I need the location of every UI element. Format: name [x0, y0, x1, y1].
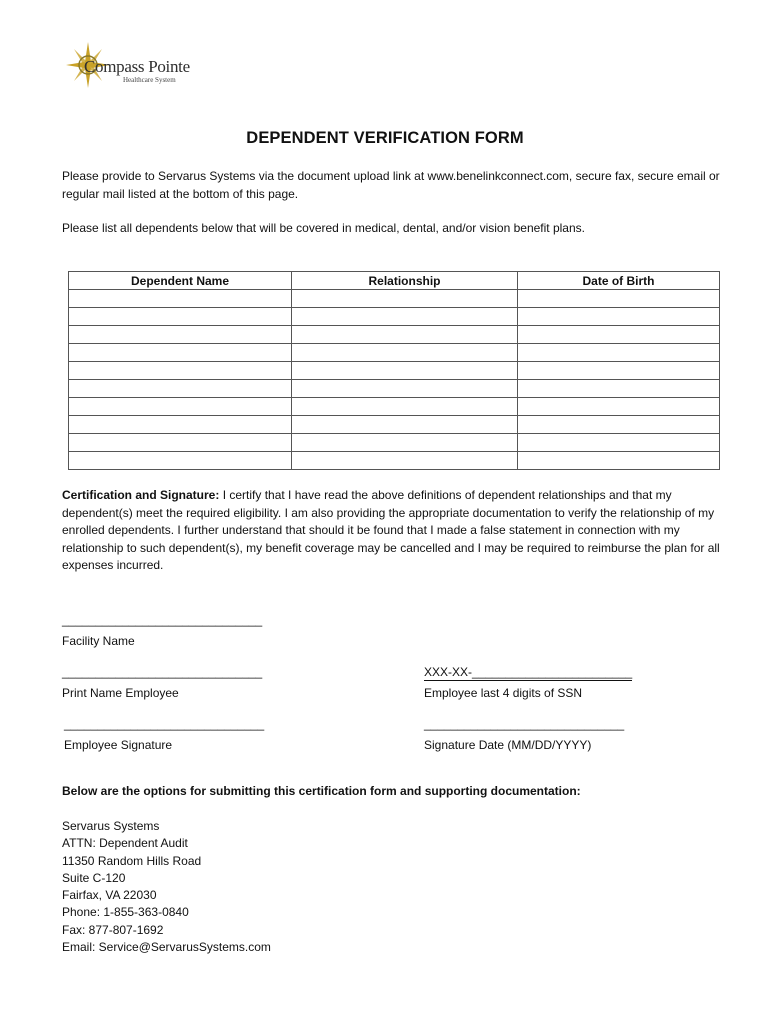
cell-relationship[interactable]: [292, 416, 518, 434]
table-row: [69, 344, 720, 362]
cell-dependent-name[interactable]: [69, 434, 292, 452]
column-header-date-of-birth: Date of Birth: [518, 272, 720, 290]
submission-options-heading: Below are the options for submitting this certification form and supporting documentation:: [62, 784, 581, 798]
ssn-blank[interactable]: ________________________: [472, 665, 633, 679]
address-email[interactable]: Email: Service@ServarusSystems.com: [62, 940, 271, 955]
facility-name-label: Facility Name: [62, 634, 135, 648]
cell-dependent-name[interactable]: [69, 452, 292, 470]
table-row: [69, 290, 720, 308]
intro-paragraph: Please provide to Servarus Systems via the document upload link at www.benelinkconnect.com, secure fax, secure email or regular mail listed at the bottom of this page.: [62, 169, 720, 201]
cell-relationship[interactable]: [292, 308, 518, 326]
instructions-paragraph: Please list all dependents below that will be covered in medical, dental, and/or vision benefit plans.: [62, 221, 585, 235]
cell-date-of-birth[interactable]: [518, 380, 720, 398]
facility-name-field[interactable]: [62, 613, 262, 649]
ssn-prefix: XXX-XX-: [424, 665, 473, 679]
signature-date-line[interactable]: ______________________________: [424, 717, 625, 731]
cell-date-of-birth[interactable]: [518, 362, 720, 380]
cell-date-of-birth[interactable]: [518, 290, 720, 308]
cell-dependent-name[interactable]: [69, 308, 292, 326]
signature-date-field[interactable]: [424, 717, 624, 753]
address-suite: Suite C-120: [62, 870, 126, 885]
cell-date-of-birth[interactable]: [518, 416, 720, 434]
cell-date-of-birth[interactable]: [518, 308, 720, 326]
employee-signature-field[interactable]: [64, 717, 264, 753]
table-row: [69, 308, 720, 326]
address-city: Fairfax, VA 22030: [62, 888, 157, 903]
cell-dependent-name[interactable]: [69, 326, 292, 344]
employee-signature-label: Employee Signature: [64, 738, 173, 752]
cell-dependent-name[interactable]: [69, 344, 292, 362]
table-header-row: [69, 272, 720, 290]
table-row: [69, 416, 720, 434]
cell-dependent-name[interactable]: [69, 398, 292, 416]
cell-relationship[interactable]: [292, 380, 518, 398]
company-logo: [62, 40, 202, 90]
column-header-dependent-name: Dependent Name: [69, 272, 292, 290]
ssn-field[interactable]: [424, 665, 632, 701]
cell-relationship[interactable]: [292, 434, 518, 452]
ssn-line[interactable]: [424, 665, 632, 680]
cell-date-of-birth[interactable]: [518, 452, 720, 470]
print-name-field[interactable]: [62, 665, 262, 701]
table-row: [69, 362, 720, 380]
table-row: [69, 452, 720, 470]
certification-label: Certification and Signature:: [62, 488, 220, 502]
ssn-label: Employee last 4 digits of SSN: [424, 686, 583, 700]
cell-dependent-name[interactable]: [69, 380, 292, 398]
cell-dependent-name[interactable]: [69, 362, 292, 380]
table-row: [69, 326, 720, 344]
logo-subtitle: Healthcare System: [123, 76, 176, 84]
table-row: [69, 380, 720, 398]
certification-statement: [62, 487, 727, 575]
address-street: 11350 Random Hills Road: [62, 853, 202, 868]
cell-date-of-birth[interactable]: [518, 326, 720, 344]
certification-text: I certify that I have read the above definitions of dependent relationships and that my dependent(s) meet the required eligibility. I am also providing the appropriate documentation to verify the relationship of my enrolled dependents. I further understand that should it be found that I made a false statement in connection with my relationship to such dependent(s), my benefit coverage may be cancelled and I may be required to reimburse the plan for all expenses incurred.: [62, 488, 720, 573]
employee-signature-line[interactable]: ______________________________: [64, 717, 265, 731]
table-row: [69, 398, 720, 416]
print-name-line[interactable]: ______________________________: [62, 665, 263, 679]
signature-date-label: Signature Date (MM/DD/YYYY): [424, 738, 592, 752]
cell-relationship[interactable]: [292, 326, 518, 344]
address-attn: ATTN: Dependent Audit: [62, 836, 188, 851]
facility-name-line[interactable]: ______________________________: [62, 613, 263, 627]
print-name-label: Print Name Employee: [62, 686, 179, 700]
cell-relationship[interactable]: [292, 362, 518, 380]
column-header-relationship: Relationship: [292, 272, 518, 290]
page-title: DEPENDENT VERIFICATION FORM: [246, 129, 524, 147]
dependents-table-body: [69, 290, 720, 470]
dependents-table: [68, 271, 720, 470]
cell-dependent-name[interactable]: [69, 290, 292, 308]
table-row: [69, 434, 720, 452]
address-fax: Fax: 877-807-1692: [62, 922, 164, 937]
cell-relationship[interactable]: [292, 452, 518, 470]
cell-date-of-birth[interactable]: [518, 434, 720, 452]
address-company: Servarus Systems: [62, 819, 160, 833]
mailing-address: [62, 818, 271, 956]
cell-relationship[interactable]: [292, 344, 518, 362]
cell-relationship[interactable]: [292, 290, 518, 308]
cell-date-of-birth[interactable]: [518, 344, 720, 362]
logo-name: Compass Pointe: [84, 57, 190, 76]
cell-relationship[interactable]: [292, 398, 518, 416]
cell-date-of-birth[interactable]: [518, 398, 720, 416]
cell-dependent-name[interactable]: [69, 416, 292, 434]
address-phone: Phone: 1-855-363-0840: [62, 905, 189, 920]
